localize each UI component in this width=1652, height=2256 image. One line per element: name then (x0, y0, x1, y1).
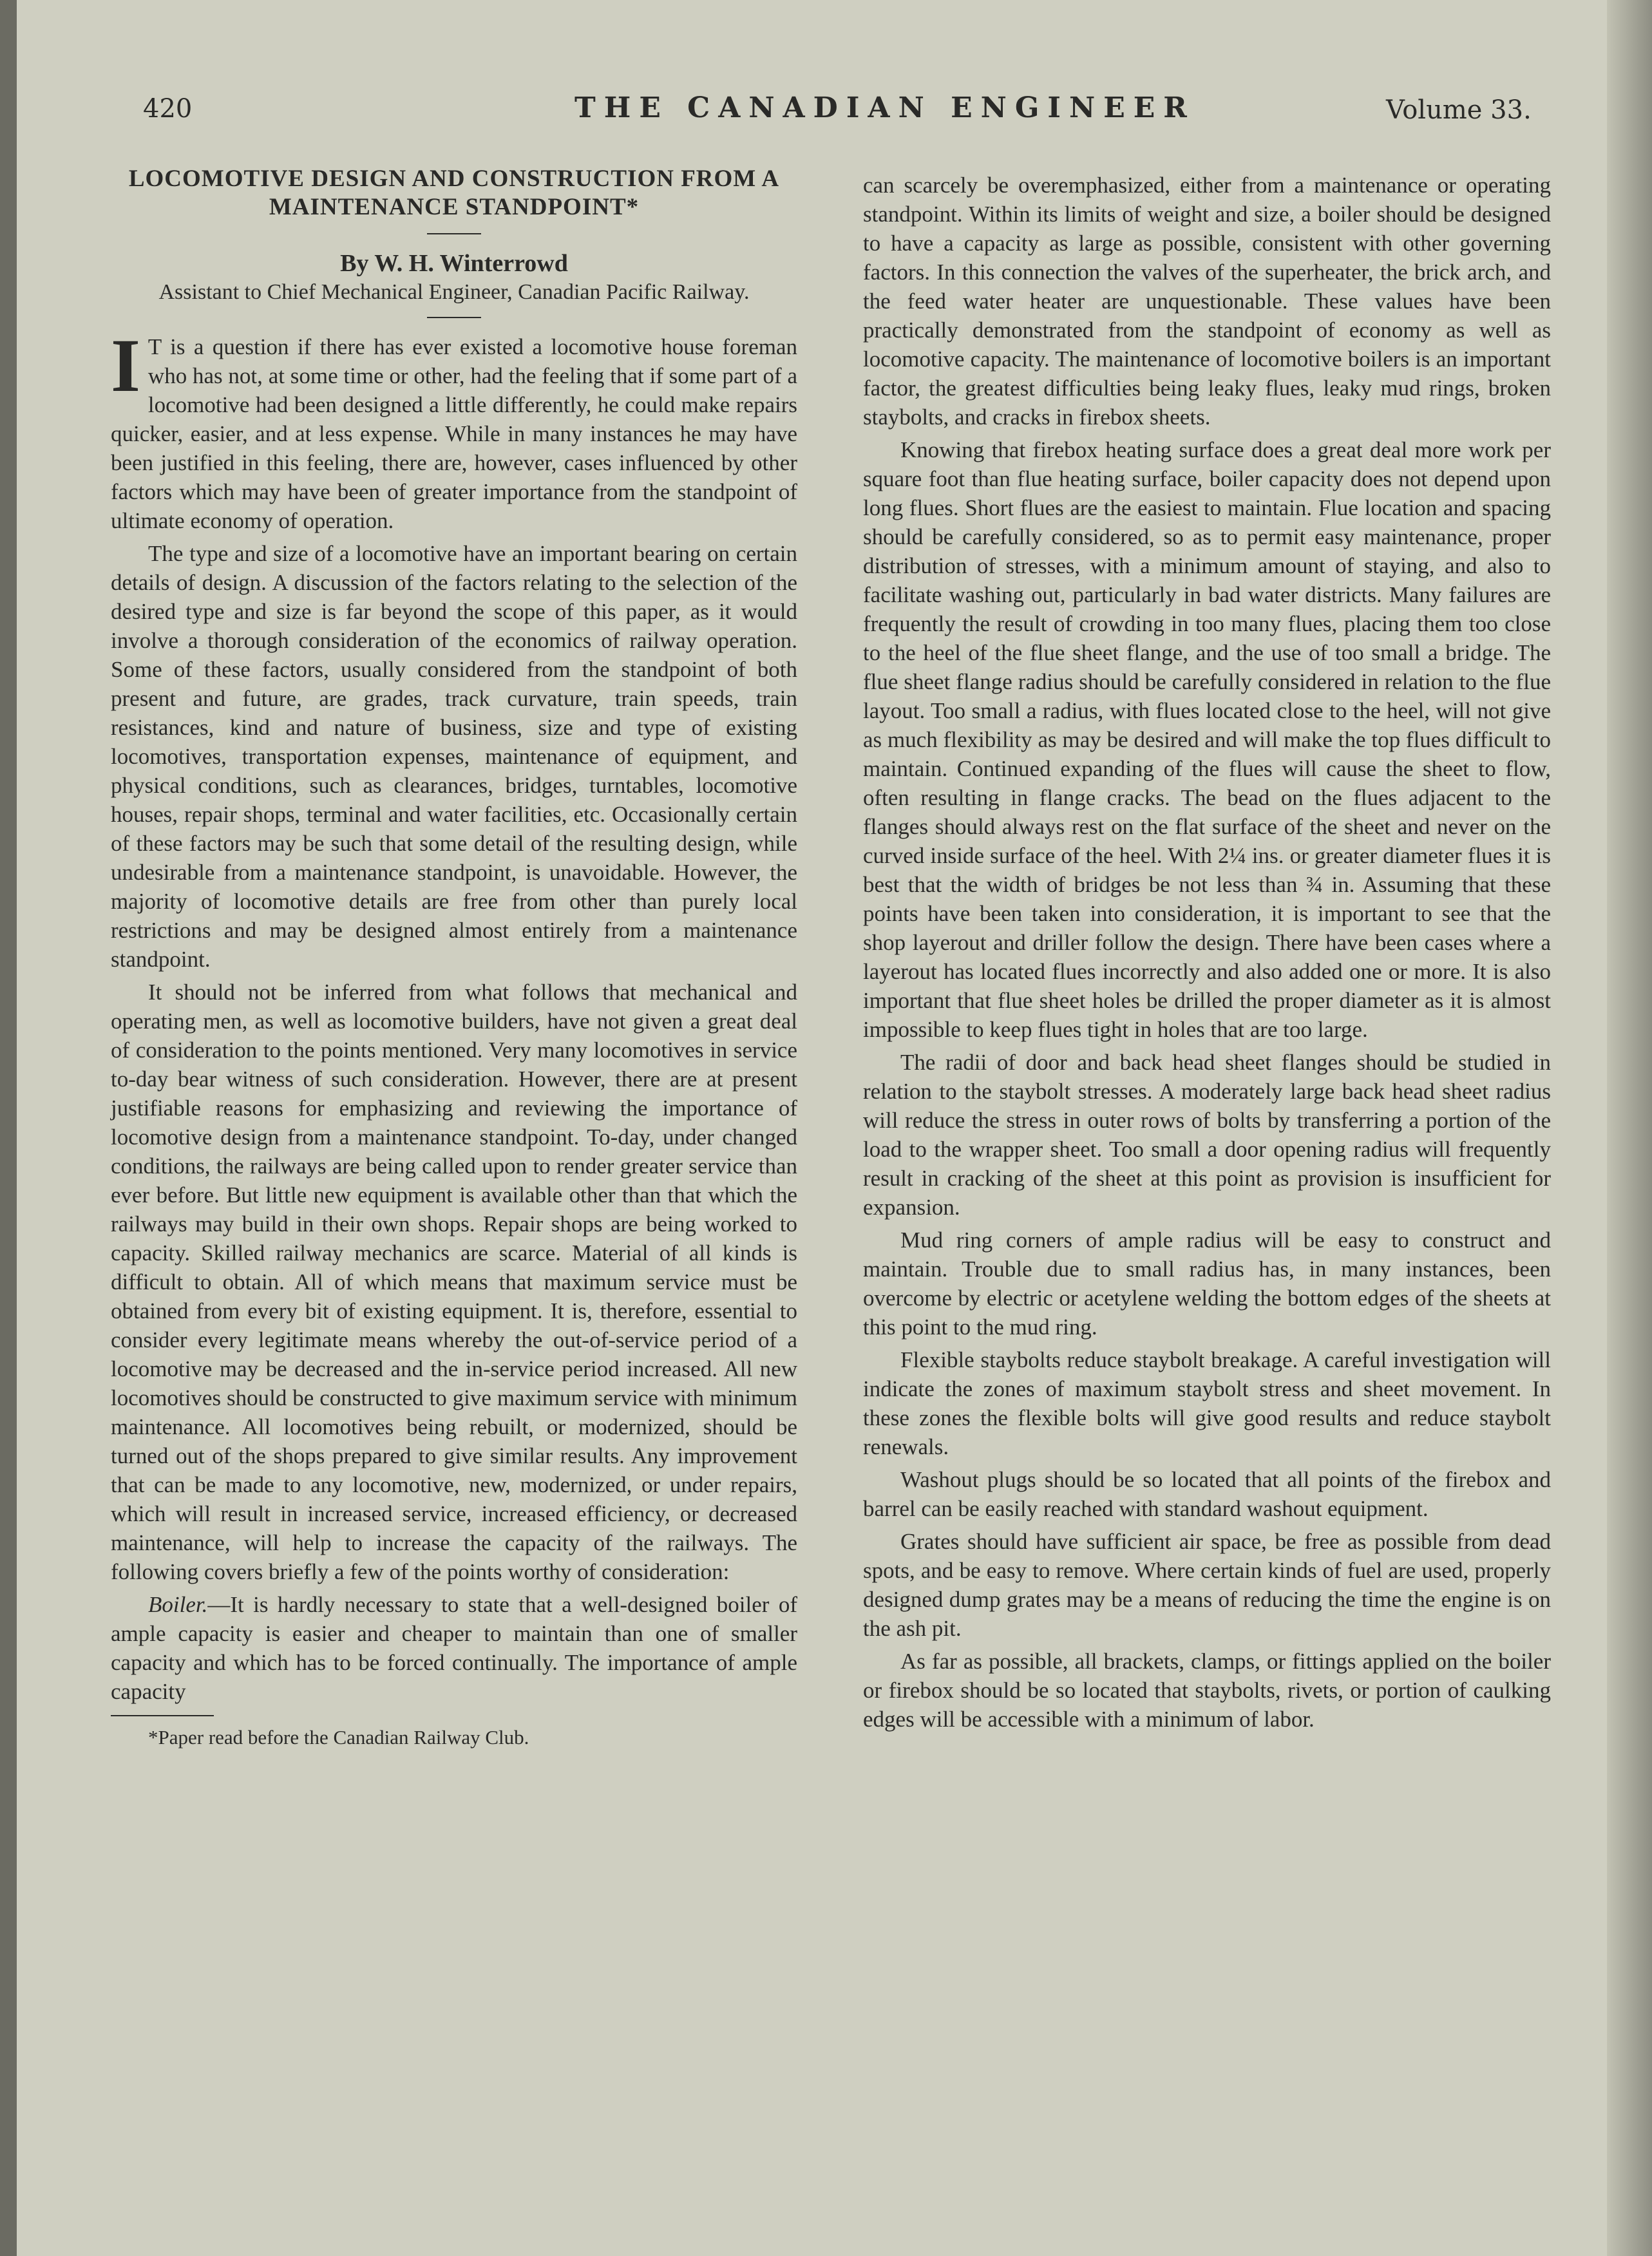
lead-paragraph-text: T is a question if there has ever existed a locomotive house foreman who has not, at some time or other, had the feeling that if some part of a locomotive had been designed a little differently, he could make repairs quicker, easier, and at less expense. While in many instances he may have been justified in this feeling, there are, however, cases influenced by other factors which may have been of greater importance from the standpoint of ultimate economy of operation. (111, 334, 797, 533)
journal-title: THE CANADIAN ENGINEER (574, 91, 1195, 124)
drop-cap: I (111, 323, 140, 408)
body-paragraph: Knowing that firebox heating surface does a great deal more work per square foot than flue heating surface, boiler capacity does not depend upon long flues. Short flues are the easiest to maintain. Flue location and spacing should be carefully considered, so as to permit easy maintenance, proper distribution of stresses, with a minimum amount of staying, and also to facilitate washing out, particularly in bad water districts. Many failures are frequently the result of crowding in too many flues, placing them too close to the heel of the flue sheet flange, and the use of too small a bridge. The flue sheet flange radius should be carefully considered in relation to the flue layout. Too small a radius, with flues located close to the heel, will not give as much flexibility as may be desired and will make the top flues difficult to maintain. Continued expanding of the flues will cause the sheet to flow, often resulting in flange cracks. The bead on the flues adjacent to the flanges should always rest on the flat surface of the sheet and never on the curved inside surface of the heel. With 2¼ ins. or greater diameter flues it is best that the width of bridges be not less than ¾ in. Assuming that these points have been taken into consideration, it is important to see that the shop layerout and driller follow the design. There have been cases where a layerout has located flues incorrectly and also added one or more. It is also important that flue sheet holes be drilled the proper diameter as it is almost impossible to keep flues tight in holes that are too large. (863, 437, 1551, 1042)
boiler-paragraph (111, 1590, 797, 1706)
volume-label: Volume 33. (1386, 95, 1532, 125)
page-number: 420 (143, 94, 193, 124)
page-left-edge (0, 0, 17, 2256)
body-paragraph: Mud ring corners of ample radius will be easy to construct and maintain. Trouble due to small radius has, in many instances, been overcome by electric or acetylene welding the bottom edges of the sheets at this point to the mud ring. (863, 1228, 1551, 1340)
author-affiliation: Assistant to Chief Mechanical Engineer, Canadian Pacific Railway. (158, 280, 750, 304)
lead-paragraph (111, 323, 797, 535)
left-column (111, 165, 797, 1754)
article-title: LOCOMOTIVE DESIGN AND CONSTRUCTION FROM A MAINTENANCE STANDPOINT* (128, 166, 780, 220)
body-paragraph: Grates should have sufficient air space, be free as possible from dead spots, and be easy to remove. Where certain kinds of fuel are used, properly designed dump grates may be a means of reducing the time the engine is on the ash pit. (863, 1529, 1551, 1641)
body-paragraph: The radii of door and back head sheet flanges should be studied in relation to the staybolt stresses. A moderately large back head sheet radius will reduce the stress in outer rows of bolts by transferring a portion of the load to the wrapper sheet. Too small a door opening radius will frequently result in cracking of the sheet at this point as provision is insufficient for expansion. (863, 1050, 1551, 1220)
right-column (863, 171, 1551, 1738)
title-rule (427, 233, 481, 234)
boiler-text: —It is hardly necessary to state that a well-designed boiler of ample capacity is easier and cheaper to maintain than one of smaller capacity and which has to be forced continually. The importance of ample capacity (111, 1592, 797, 1704)
body-paragraph: Flexible staybolts reduce staybolt breakage. A careful investigation will indicate the zones of maximum staybolt stress and sheet movement. In these zones the flexible bolts will give good results and reduce staybolt renewals. (863, 1347, 1551, 1459)
body-paragraph: Washout plugs should be so located that all points of the firebox and barrel can be easily reached with standard washout equipment. (863, 1467, 1551, 1521)
byline-rule (427, 317, 481, 318)
continuation-paragraph: can scarcely be overemphasized, either from a maintenance or operating standpoint. Within its limits of weight and size, a boiler should be designed to have a capacity as large as possible, consistent with other governing factors. In this connection the valves of the superheater, the brick arch, and the feed water heater are unquestionable. These values have been practically demonstrated from the standpoint of economy as well as locomotive capacity. The maintenance of locomotive boilers is an important factor, the greatest difficulties being leaky flues, leaky mud rings, broken staybolts, and cracks in firebox sheets. (863, 173, 1551, 430)
boiler-heading: Boiler. (148, 1592, 208, 1617)
body-paragraph: The type and size of a locomotive have an important bearing on certain details of design. A discussion of the factors relating to the selection of the desired type and size is far beyond the scope of this paper, as it would involve a thorough consideration of the economics of railway operation. Some of these factors, usually considered from the standpoint of both present and future, are grades, track curvature, train speeds, train resistances, kind and nature of business, size and type of existing locomotives, transportation expenses, maintenance of equipment, and physical conditions, such as clearances, bridges, turntables, locomotive houses, repair shops, terminal and water facilities, etc. Occasionally certain of these factors may be such that some detail of the resulting design, while undesirable from a maintenance standpoint, is unavoidable. However, the majority of locomotive details are free from other than purely local restrictions and may be designed almost entirely from a maintenance standpoint. (111, 541, 797, 972)
footnote: *Paper read before the Canadian Railway Club. (148, 1726, 529, 1749)
body-paragraph: It should not be inferred from what follows that mechanical and operating men, as well as locomotive builders, have not given a great deal of consideration to the points mentioned. Very many locomotives in service to-day bear witness of such consideration. However, there are at present justifiable reasons for emphasizing and reviewing the importance of locomotive design from a maintenance standpoint. To-day, under changed conditions, the railways are being called upon to render greater service than ever before. But little new equipment is available other than that which the railways may build in their own shops. Repair shops are being worked to capacity. Skilled railway mechanics are scarce. Material of all kinds is difficult to obtain. All of which means that maximum service must be obtained from every bit of existing equipment. It is, therefore, essential to consider every legitimate means whereby the out-of-service period of a locomotive may be decreased and the in-service period increased. All new locomotives should be constructed to give maximum service with minimum maintenance. All locomotives being rebuilt, or modernized, should be turned out of the shops prepared to give similar results. Any improvement that can be made to any locomotive, new, modernized, or under repairs, which will result in increased service, increased efficiency, or decreased maintenance, will help to increase the capacity of the railways. The following covers briefly a few of the points worthy of consideration: (111, 980, 797, 1584)
body-paragraph: As far as possible, all brackets, clamps, or fittings applied on the boiler or firebox should be so located that staybolts, rivets, or portion of caulking edges will be accessible with a minimum of labor. (863, 1649, 1551, 1732)
page-right-edge (1607, 0, 1652, 2256)
article-byline: By W. H. Winterrowd (340, 250, 568, 277)
footnote-rule (111, 1715, 214, 1716)
